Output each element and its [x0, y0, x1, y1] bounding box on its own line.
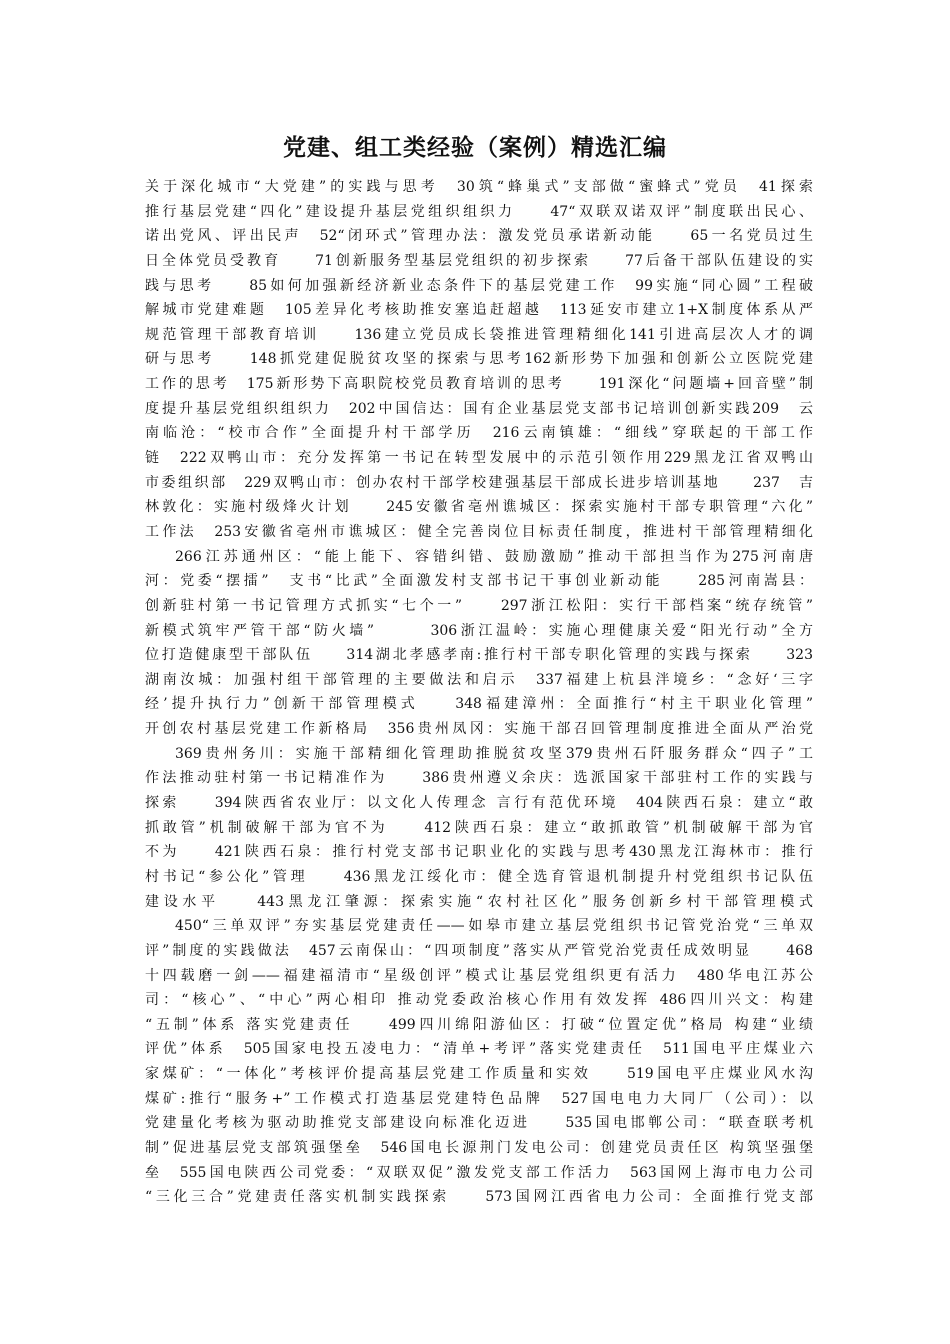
body-line: 探索 394陕西省农业厅：以文化人传理念 言行有范优环境 404陕西石泉：建立“敢: [145, 795, 813, 812]
body-line: 位打造健康型干部队伍 314湖北孝感孝南:推行村干部专职化管理的实践与探索 323: [145, 647, 813, 664]
document-title: 党建、组工类经验（案例）精选汇编: [283, 134, 667, 161]
body-line: 450“三单双评”夯实基层党建责任——如皋市建立基层党组织书记管党治党“三单双: [175, 918, 813, 935]
body-line: 工作的思考 175新形势下高职院校党员教育培训的思考 191深化“问题墙+回音壁”制: [145, 376, 813, 393]
body-line: 研与思考 148抓党建促脱贫攻坚的探索与思考162新形势下加强和创新公立医院党建: [145, 351, 813, 368]
body-line: 党建量化考核为驱动助推党支部建设向标准化迈进 535国电邯郸公司：“联查联考机: [145, 1115, 813, 1132]
body-line: 践与思考 85如何加强新经济新业态条件下的基层党建工作 99实施“同心圆”工程破: [145, 277, 813, 294]
body-line: 规范管理干部教育培训 136建立党员成长袋推进管理精细化141引进高层次人才的调: [145, 326, 813, 343]
body-line: 建设水平 443黑龙江肇源：探索实施“农村社区化”服务创新乡村干部管理模式: [145, 893, 813, 910]
body-line: 经’提升执行力”创新干部管理模式 348福建漳州：全面推行“村主干职业化管理”: [145, 696, 813, 713]
body-line: 垒 555国电陕西公司党委：“双联双促”激发党支部工作活力 563国网上海市电力公司: [145, 1164, 813, 1181]
body-line: 河：党委“摆擂” 支书“比武”全面激发村支部书记干事创业新动能 285河南嵩县：: [145, 573, 813, 590]
document-body: [145, 175, 813, 1235]
body-line: 新模式筑牢严管干部“防火墙” 306浙江温岭：实施心理健康关爱“阳光行动”全方: [145, 622, 813, 639]
body-line: 不为 421陕西石泉：推行村党支部书记职业化的实践与思考430黑龙江海林市：推行: [145, 844, 813, 861]
body-line: 链 222双鸭山市：充分发挥第一书记在转型发展中的示范引领作用229黑龙江省双鸭山: [145, 450, 813, 467]
body-line: 评”制度的实践做法 457云南保山：“四项制度”落实从严管党治党责任成效明显 468: [145, 942, 813, 959]
body-line: 创新驻村第一书记管理方式抓实“七个一” 297浙江松阳：实行干部档案“统存统管”: [145, 597, 813, 614]
body-line: 司：“核心”、“中心”两心相印 推动党委政治核心作用有效发挥 486四川兴文：构建: [145, 992, 813, 1009]
body-line: 度提升基层党组织组织力 202中国信达：国有企业基层党支部书记培训创新实践209 云: [145, 400, 813, 417]
body-line: 制”促进基层党支部筑强堡垒 546国电长源荆门发电公司：创建党员责任区 构筑坚强堡: [145, 1139, 813, 1156]
body-line: 评优”体系 505国家电投五凌电力：“清单+考评”落实党建责任 511国电平庄煤业六: [145, 1041, 813, 1058]
body-line: 作法推动驻村第一书记精准作为 386贵州遵义余庆：选派国家干部驻村工作的实践与: [145, 770, 813, 787]
body-line: 369贵州务川：实施干部精细化管理助推脱贫攻坚379贵州石阡服务群众“四子”工: [175, 745, 813, 762]
body-line: 解城市党建难题 105差异化考核助推安塞追赶超越 113延安市建立1+X制度体系从严: [145, 302, 813, 319]
body-line: 市委组织部 229双鸭山市：创办农村干部学校建强基层干部成长进步培训基地 237 吉: [145, 474, 813, 491]
body-line: 工作法 253安徽省亳州市谯城区：健全完善岗位目标责任制度，推进村干部管理精细化: [145, 523, 813, 540]
body-line: 煤矿:推行“服务+”工作模式打造基层党建特色品牌 527国电电力大同厂（公司）：以: [145, 1090, 813, 1107]
body-line: 南临沧：“校市合作”全面提升村干部学历 216云南镇雄：“细线”穿联起的干部工作: [145, 425, 813, 442]
body-line: 关于深化城市“大党建”的实践与思考 30筑“蜂巢式”支部做“蜜蜂式”党员 41探索: [145, 179, 813, 195]
body-line: 家煤矿：“一体化”考核评价提高基层党建工作质量和实效 519国电平庄煤业风水沟: [145, 1066, 813, 1083]
body-line: 推行基层党建“四化”建设提升基层党组织组织力 47“双联双诺双评”制度联出民心、: [145, 203, 813, 220]
body-line: 湖南汝城：加强村组干部管理的主要做法和启示 337福建上杭县泮境乡：“念好‘三字: [145, 671, 813, 688]
body-line: “五制”体系 落实党建责任 499四川绵阳游仙区：打破“位置定优”格局 构建“业绩: [145, 1016, 813, 1033]
body-line: [145, 1210, 813, 1235]
body-line: 村书记“参公化”管理 436黑龙江绥化市：健全选育管退机制提升村党组织书记队伍: [145, 868, 813, 885]
body-line: 诺出党风、评出民声 52“闭环式”管理办法：激发党员承诺新动能 65一名党员过生: [145, 228, 813, 245]
body-line: 266江苏通州区：“能上能下、容错纠错、鼓励激励”推动干部担当作为275河南唐: [175, 548, 813, 565]
body-line: “三化三合”党建责任落实机制实践探索 573国网江西省电力公司：全面推行党支部: [145, 1189, 813, 1206]
body-line: 林敦化：实施村级烽火计划 245安徽省亳州谯城区：探索实施村干部专职管理“六化”: [145, 499, 813, 516]
body-line: 日全体党员受教育 71创新服务型基层党组织的初步探索 77后备干部队伍建设的实: [145, 252, 813, 269]
body-line: 抓敢管”机制破解干部为官不为 412陕西石泉：建立“敢抓敢管”机制破解干部为官: [145, 819, 813, 836]
body-line: 十四载磨一剑——福建福清市“星级创评”模式让基层党组织更有活力 480华电江苏公: [145, 967, 813, 984]
body-line: 开创农村基层党建工作新格局 356贵州凤冈：实施干部召回管理制度推进全面从严治党: [145, 721, 813, 738]
